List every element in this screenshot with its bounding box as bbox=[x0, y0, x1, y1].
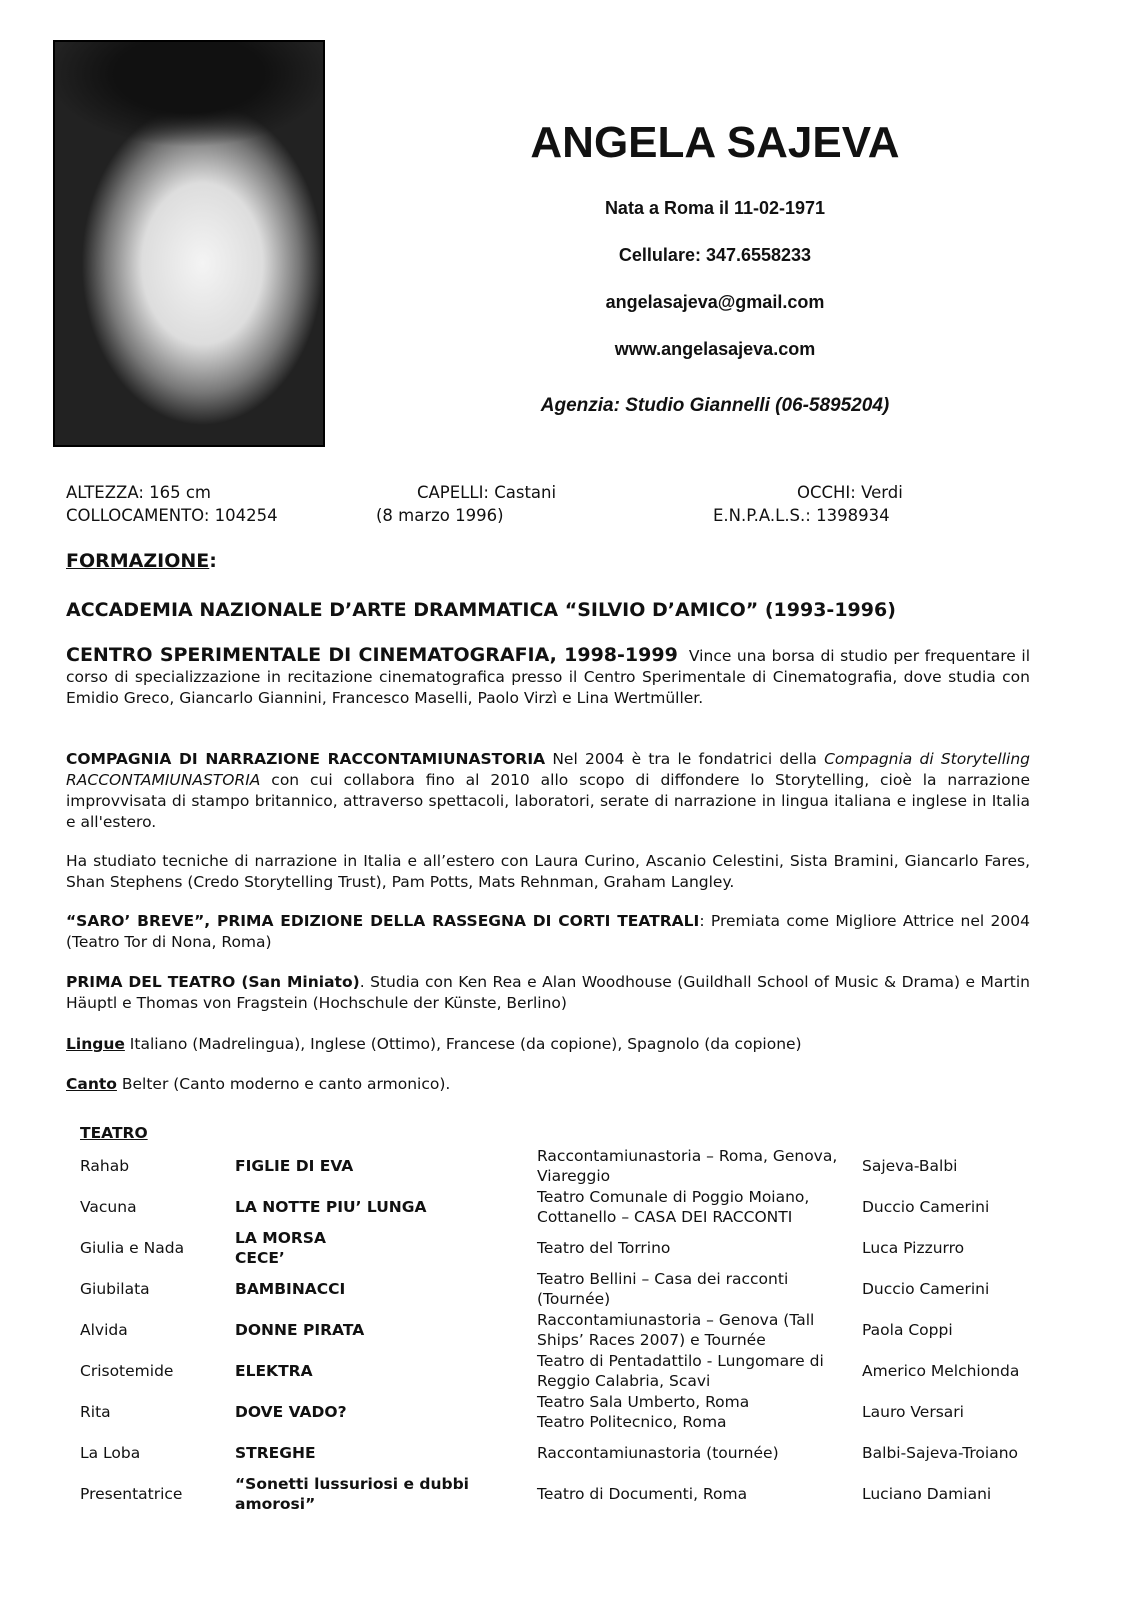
cell-director: Luciano Damiani bbox=[862, 1484, 992, 1503]
table-row bbox=[74, 1309, 1048, 1350]
cell-title: BAMBINACCI bbox=[235, 1279, 346, 1298]
cell-venue: Raccontamiunastoria (tournée) bbox=[537, 1443, 779, 1462]
phone: Cellulare: 347.6558233 bbox=[618, 245, 812, 265]
person-name: ANGELA SAJEVA bbox=[530, 118, 900, 167]
cell-role: Alvida bbox=[80, 1320, 128, 1339]
cell-role: Presentatrice bbox=[80, 1484, 183, 1503]
cell-role: Giubilata bbox=[80, 1279, 150, 1298]
compagnia-entry: COMPAGNIA DI NARRAZIONE RACCONTAMIUNASTORIA Nel 2004 è tra le fondatrici della Compagnia di Storytelling RACCONTAMIUNASTORIA con cui collabora fino al 2010 allo scopo di diffondere lo Storytelling, cioè la narrazione improvvisata di stampo britannico, attraverso spettacoli, laboratori, serate di narrazione in lingua italiana e inglese in Italia e all'estero. bbox=[66, 750, 1030, 831]
cell-director: Balbi-Sajeva-Troiano bbox=[862, 1443, 1019, 1462]
cell-venue: Teatro di Pentadattilo - Lungomare di Reggio Calabria, Scavi bbox=[537, 1351, 824, 1390]
birth-info: Nata a Roma il 11-02-1971 bbox=[604, 198, 826, 218]
portrait-photo bbox=[53, 40, 325, 447]
email-link[interactable]: angelasajeva@gmail.com bbox=[605, 292, 825, 312]
cell-director: Paola Coppi bbox=[862, 1320, 953, 1339]
prima-del-teatro-entry: PRIMA DEL TEATRO (San Miniato). Studia con Ken Rea e Alan Woodhouse (Guildhall School of Music & Drama) e Martin Häuptl e Thomas von Fragstein (Hochschule der Künste, Berlino) bbox=[66, 973, 1030, 1012]
cell-title: LA MORSA CECE’ bbox=[235, 1228, 326, 1267]
lingue-entry: Lingue Italiano (Madrelingua), Inglese (Ottimo), Francese (da copione), Spagnolo (da copione) bbox=[66, 1035, 802, 1053]
cell-venue: Teatro di Documenti, Roma bbox=[537, 1484, 748, 1503]
cell-role: Rahab bbox=[80, 1156, 130, 1175]
cell-role: Vacuna bbox=[80, 1197, 137, 1216]
studiato-entry: Ha studiato tecniche di narrazione in Italia e all’estero con Laura Curino, Ascanio Celestini, Sista Bramini, Giancarlo Fares, Shan Stephens (Credo Storytelling Trust), Pam Potts, Mats Rehnman, Graham Langley. bbox=[66, 852, 1030, 891]
eyes-stat: OCCHI: Verdi bbox=[797, 483, 903, 502]
agency: Agenzia: Studio Giannelli (06-5895204) bbox=[540, 395, 890, 416]
cell-role: La Loba bbox=[80, 1443, 141, 1462]
canto-entry: Canto Belter (Canto moderno e canto armonico). bbox=[66, 1075, 451, 1093]
website-link[interactable]: www.angelasajeva.com bbox=[614, 339, 816, 359]
cell-title: “Sonetti lussuriosi e dubbi amorosi” bbox=[235, 1474, 469, 1513]
cell-title: STREGHE bbox=[235, 1443, 316, 1462]
table-row bbox=[74, 1186, 1048, 1227]
table-row bbox=[74, 1268, 1048, 1309]
cell-title: LA NOTTE PIU’ LUNGA bbox=[235, 1197, 427, 1216]
cell-title: DONNE PIRATA bbox=[235, 1320, 365, 1339]
table-row bbox=[74, 1473, 1048, 1514]
cell-venue: Teatro Comunale di Poggio Moiano, Cottanello – CASA DEI RACCONTI bbox=[537, 1187, 810, 1226]
collocamento-stat: COLLOCAMENTO: 104254 bbox=[66, 506, 278, 525]
cell-director: Lauro Versari bbox=[862, 1402, 964, 1421]
centro-entry: CENTRO SPERIMENTALE DI CINEMATOGRAFIA, 1998-1999 Vince una borsa di studio per frequentare il corso di specializzazione in recitazione cinematografica presso il Centro Sperimentale di Cinematografia, dove studia con Emidio Greco, Giancarlo Giannini, Francesco Maselli, Paolo Virzì e Lina Wertmüller. bbox=[66, 644, 1031, 707]
saro-breve-entry: “SARO’ BREVE”, PRIMA EDIZIONE DELLA RASSEGNA DI CORTI TEATRALI: Premiata come Migliore Attrice nel 2004 (Teatro Tor di Nona, Roma) bbox=[66, 912, 1030, 951]
table-row bbox=[74, 1227, 1048, 1268]
cell-venue: Teatro Sala Umberto, Roma Teatro Politecnico, Roma bbox=[537, 1392, 750, 1431]
accademia-entry: ACCADEMIA NAZIONALE D’ARTE DRAMMATICA “SILVIO D’AMICO” (1993-1996) bbox=[66, 599, 896, 621]
collocamento-date: (8 marzo 1996) bbox=[376, 506, 504, 525]
cell-title: DOVE VADO? bbox=[235, 1402, 347, 1421]
cell-venue: Teatro Bellini – Casa dei racconti (Tournée) bbox=[537, 1269, 789, 1308]
table-row bbox=[74, 1145, 1048, 1186]
cell-venue: Raccontamiunastoria – Genova (Tall Ships’ Races 2007) e Tournée bbox=[537, 1310, 815, 1349]
cell-role: Giulia e Nada bbox=[80, 1238, 185, 1257]
cell-title: FIGLIE DI EVA bbox=[235, 1156, 354, 1175]
cell-venue: Raccontamiunastoria – Roma, Genova, Viareggio bbox=[537, 1146, 838, 1185]
table-row bbox=[74, 1432, 1048, 1473]
cell-director: Luca Pizzurro bbox=[862, 1238, 965, 1257]
table-row bbox=[74, 1391, 1048, 1432]
teatro-heading: TEATRO bbox=[80, 1124, 148, 1142]
table-row bbox=[74, 1350, 1048, 1391]
cell-role: Rita bbox=[80, 1402, 111, 1421]
cell-director: Americo Melchionda bbox=[862, 1361, 1020, 1380]
cell-director: Duccio Camerini bbox=[862, 1279, 990, 1298]
height-stat: ALTEZZA: 165 cm bbox=[66, 483, 212, 502]
cell-title: ELEKTRA bbox=[235, 1361, 313, 1380]
enpals-stat: E.N.P.A.L.S.: 1398934 bbox=[713, 506, 890, 525]
cell-role: Crisotemide bbox=[80, 1361, 174, 1380]
cell-venue: Teatro del Torrino bbox=[537, 1238, 671, 1257]
cell-director: Sajeva-Balbi bbox=[862, 1156, 958, 1175]
hair-stat: CAPELLI: Castani bbox=[417, 483, 557, 502]
teatro-table bbox=[74, 1145, 1048, 1514]
formazione-heading: FORMAZIONE: bbox=[66, 550, 217, 572]
cell-director: Duccio Camerini bbox=[862, 1197, 990, 1216]
